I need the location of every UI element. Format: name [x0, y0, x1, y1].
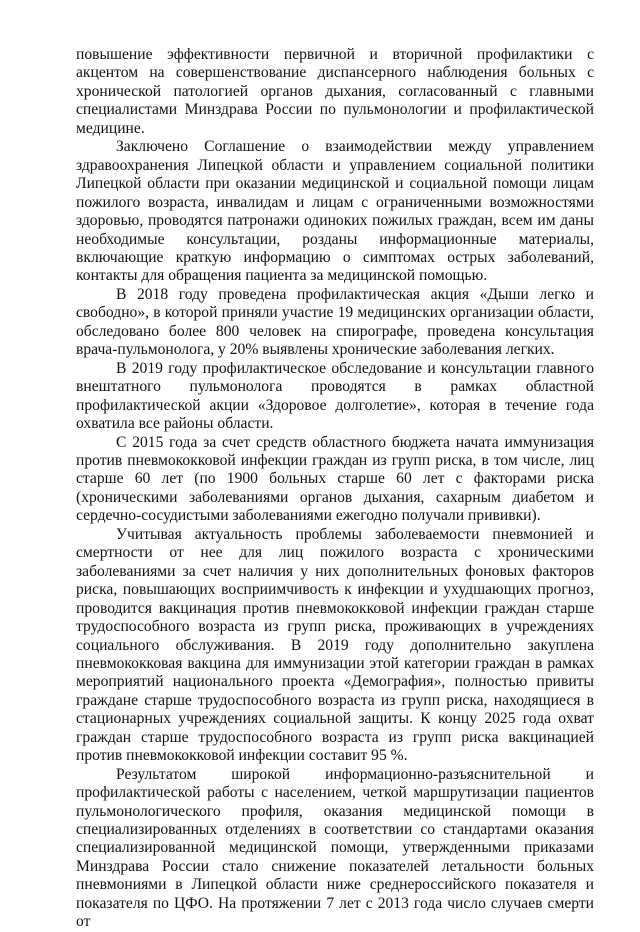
paragraph-results: Результатом широкой информационно-разъяснительной и профилактической работы с населением, четкой маршрутизации пациентов пульмонологического профиля, оказания медицинской помощи в специализированных отделениях в соответствии со стандартами оказания специализированной медицинской помощи, утвержденными приказами Минздрава России стало снижение показателей летальности больных пневмониями в Липецкой области ниже среднероссийского показателя и показателя по ЦФО. На протяжении 7 лет с 2013 года число случаев смерти от	[76, 765, 594, 931]
paragraph-continuation: повышение эффективности первичной и вторичной профилактики с акцентом на совершенствование диспансерного наблюдения больных с хронической патологией органов дыхания, согласованный с главными специалистами Минздрава России по пульмонологии и профилактической медицине.	[76, 46, 594, 137]
paragraph-2018-campaign: В 2018 году проведена профилактическая акция «Дыши легко и свободно», в которой приняли участие 19 медицинских организации области, обследовано более 800 человек на спирографе, проведена консультация врача-пульмонолога, у 20% выявлены хронические заболевания легких.	[76, 285, 594, 359]
document-body	[76, 46, 594, 932]
paragraph-immunization-2015: С 2015 года за счет средств областного бюджета начата иммунизация против пневмококковой инфекции граждан из групп риска, в том числе, лиц старше 60 лет (по 1900 больных старше 60 лет с факторами риска (хроническими заболеваниями органов дыхания, сахарным диабетом и сердечно-сосудистыми заболеваниями ежегодно получали прививки).	[76, 433, 594, 525]
paragraph-2019-campaign: В 2019 году профилактическое обследование и консультации главного внештатного пульмонолога проводятся в рамках областной профилактической акции «Здоровое долголетие», которая в течение года охватила все районы области.	[76, 359, 594, 433]
paragraph-agreement: Заключено Соглашение о взаимодействии между управлением здравоохранения Липецкой области и управлением социальной политики Липецкой области при оказании медицинской и социальной помощи лицам пожилого возраста, инвалидам и лицам с ограниченными возможностями здоровью, проводятся патронажи одиноких пожилых граждан, всем им даны необходимые консультации, розданы информационные материалы, включающие краткую информацию о симптомах острых заболеваний, контакты для обращения пациента за медицинской помощью.	[76, 138, 594, 285]
paragraph-vaccination-elderly: Учитывая актуальность проблемы заболеваемости пневмонией и смертности от нее для лиц пожилого возраста с хроническими заболеваниями за счет наличия у них дополнительных фоновых факторов риска, повышающих восприимчивость к инфекции и ухудшающих прогноз, проводится вакцинация против пневмококковой инфекции граждан старше трудоспособного возраста из групп риска, проживающих в учреждениях социального обслуживания. В 2019 году дополнительно закуплена пневмококковая вакцина для иммунизации этой категории граждан в рамках мероприятий национального проекта «Демография», полностью привиты граждане старше трудоспособного возраста из групп риска, находящиеся в стационарных учреждениях социальной защиты. К концу 2025 года охват граждан старше трудоспособного возраста из групп риска вакцинацией против пневмококковой инфекции составит 95 %.	[76, 525, 594, 765]
